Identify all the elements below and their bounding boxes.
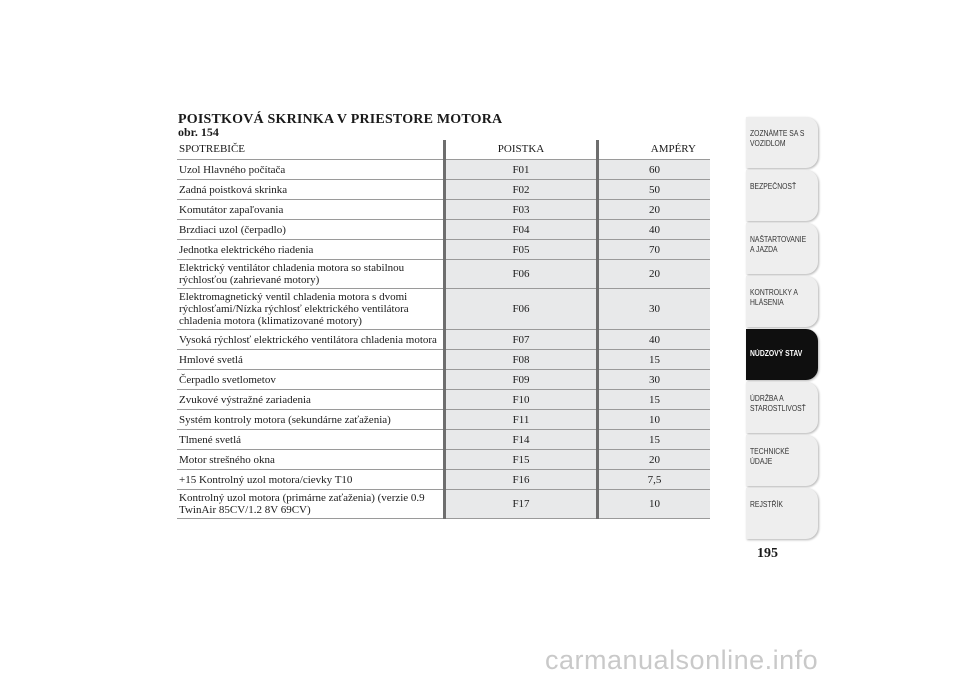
table-row	[177, 350, 710, 370]
cell-fuse: F04	[445, 220, 598, 240]
cell-fuse: F15	[445, 450, 598, 470]
cell-consumer: Jednotka elektrického riadenia	[177, 240, 445, 260]
cell-amperes: 10	[598, 410, 711, 430]
cell-fuse: F09	[445, 370, 598, 390]
chapter-tab-label: NAŠTARTOVANIE	[750, 235, 807, 244]
cell-consumer: Zadná poistková skrinka	[177, 180, 445, 200]
cell-amperes: 20	[598, 200, 711, 220]
table-row	[177, 390, 710, 410]
section-title: POISTKOVÁ SKRINKA V PRIESTORE MOTORA	[178, 112, 503, 127]
cell-amperes: 15	[598, 390, 711, 410]
table-row	[177, 410, 710, 430]
table-row	[177, 330, 710, 350]
cell-consumer: +15 Kontrolný uzol motora/cievky T10	[177, 470, 445, 490]
table-row	[177, 289, 710, 330]
cell-consumer: Motor strešného okna	[177, 450, 445, 470]
chapter-tab[interactable]	[746, 170, 818, 221]
cell-consumer: Vysoká rýchlosť elektrického ventilátora chladenia motora	[177, 330, 445, 350]
table-row	[177, 220, 710, 240]
cell-consumer: Komutátor zapaľovania	[177, 200, 445, 220]
cell-amperes: 40	[598, 330, 711, 350]
table-row	[177, 180, 710, 200]
cell-fuse: F01	[445, 160, 598, 180]
cell-fuse: F10	[445, 390, 598, 410]
cell-consumer: Zvukové výstražné zariadenia	[177, 390, 445, 410]
cell-amperes: 30	[598, 289, 711, 330]
chapter-tab-label: REJSTŘÍK	[750, 500, 783, 509]
table-row	[177, 470, 710, 490]
chapter-tab-label: NÚDZOVÝ STAV	[750, 349, 803, 358]
cell-fuse: F16	[445, 470, 598, 490]
cell-consumer: Systém kontroly motora (sekundárne zaťaženia)	[177, 410, 445, 430]
column-header-consumers: SPOTREBIČE	[177, 140, 445, 160]
column-header-fuse: POISTKA	[445, 140, 598, 160]
cell-consumer: Tlmené svetlá	[177, 430, 445, 450]
cell-amperes: 7,5	[598, 470, 711, 490]
cell-consumer: Elektrický ventilátor chladenia motora so stabilnou rýchlosťou (zahrievané motory)	[177, 260, 445, 289]
table-row	[177, 490, 710, 519]
chapter-tab[interactable]	[746, 488, 818, 539]
fuse-table	[177, 140, 710, 519]
chapter-tab-label: TECHNICKÉ	[750, 447, 790, 456]
chapter-tabs	[746, 117, 818, 541]
chapter-tab-label: ÚDAJE	[750, 457, 773, 466]
cell-amperes: 30	[598, 370, 711, 390]
column-header-amperes: AMPÉRY	[598, 140, 711, 160]
cell-fuse: F11	[445, 410, 598, 430]
chapter-tab-label: VOZIDLOM	[750, 139, 786, 148]
cell-amperes: 10	[598, 490, 711, 519]
cell-fuse: F06	[445, 289, 598, 330]
cell-consumer: Brzdiaci uzol (čerpadlo)	[177, 220, 445, 240]
table-row	[177, 160, 710, 180]
chapter-tab-label: HLÁSENIA	[750, 298, 784, 307]
figure-reference: obr. 154	[178, 125, 219, 139]
chapter-tab-label: KONTROLKY A	[750, 288, 798, 297]
chapter-tab[interactable]	[746, 276, 818, 327]
chapter-tab[interactable]	[746, 435, 818, 486]
cell-fuse: F08	[445, 350, 598, 370]
cell-fuse: F05	[445, 240, 598, 260]
watermark-text: carmanualsonline.info	[545, 645, 819, 675]
cell-fuse: F02	[445, 180, 598, 200]
cell-amperes: 50	[598, 180, 711, 200]
table-row	[177, 430, 710, 450]
table-row	[177, 260, 710, 289]
cell-fuse: F06	[445, 260, 598, 289]
cell-amperes: 40	[598, 220, 711, 240]
cell-amperes: 70	[598, 240, 711, 260]
fuse-table-body	[177, 160, 710, 519]
chapter-tab[interactable]	[746, 117, 818, 168]
cell-fuse: F07	[445, 330, 598, 350]
cell-consumer: Čerpadlo svetlometov	[177, 370, 445, 390]
table-row	[177, 450, 710, 470]
chapter-tab[interactable]	[746, 329, 818, 380]
table-row	[177, 370, 710, 390]
cell-consumer: Hmlové svetlá	[177, 350, 445, 370]
cell-amperes: 15	[598, 430, 711, 450]
table-row	[177, 240, 710, 260]
cell-amperes: 60	[598, 160, 711, 180]
cell-fuse: F17	[445, 490, 598, 519]
cell-amperes: 15	[598, 350, 711, 370]
cell-fuse: F14	[445, 430, 598, 450]
chapter-tab[interactable]	[746, 223, 818, 274]
cell-fuse: F03	[445, 200, 598, 220]
cell-amperes: 20	[598, 260, 711, 289]
cell-consumer: Kontrolný uzol motora (primárne zaťaženia) (verzie 0.9 TwinAir 85CV/1.2 8V 69CV)	[177, 490, 445, 519]
page-number: 195	[757, 546, 778, 561]
chapter-tab[interactable]	[746, 382, 818, 433]
table-header-row	[177, 140, 710, 160]
chapter-tab-label: A JAZDA	[750, 245, 778, 254]
chapter-tab-label: ZOZNÁMTE SA S	[750, 129, 805, 138]
chapter-tab-label: ÚDRŽBA A	[750, 394, 784, 403]
chapter-tab-label: STAROSTLIVOSŤ	[750, 404, 806, 413]
table-row	[177, 200, 710, 220]
cell-amperes: 20	[598, 450, 711, 470]
chapter-tab-label: BEZPEČNOSŤ	[750, 182, 797, 191]
cell-consumer: Uzol Hlavného počítača	[177, 160, 445, 180]
cell-consumer: Elektromagnetický ventil chladenia motora s dvomi rýchlosťami/Nízka rýchlosť elektrického ventilátora chladenia motora (klimatizované motory)	[177, 289, 445, 330]
